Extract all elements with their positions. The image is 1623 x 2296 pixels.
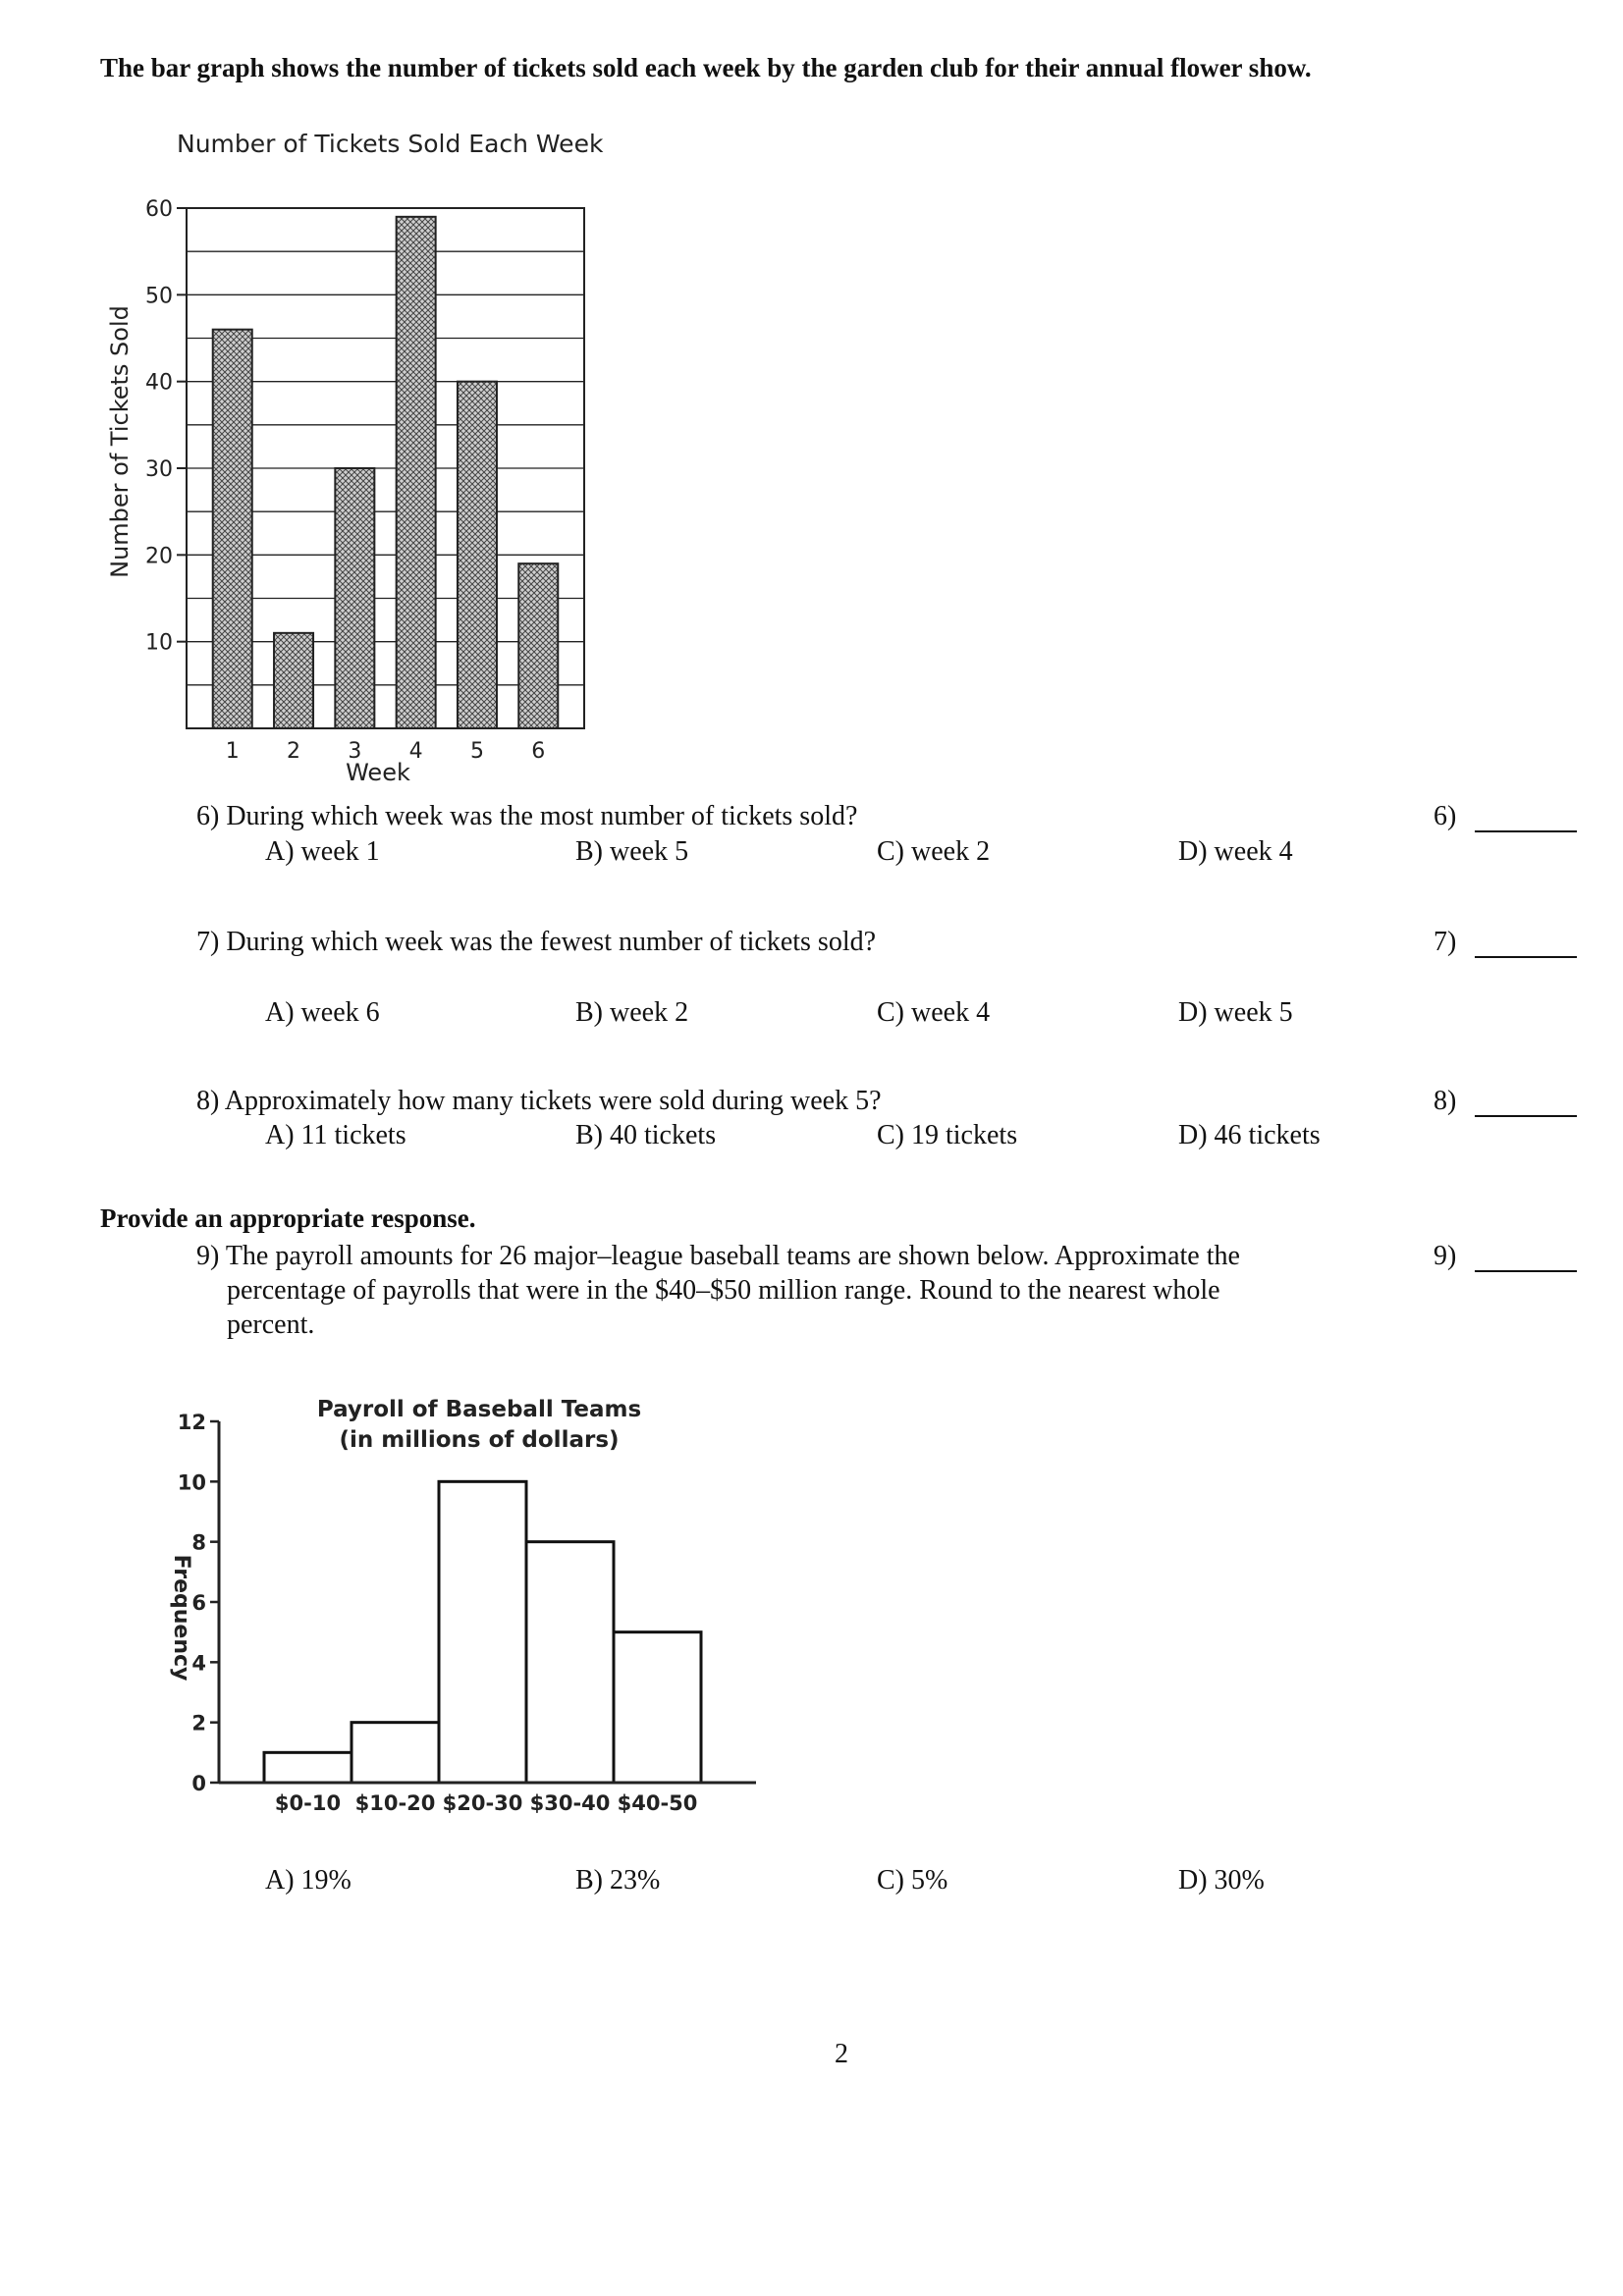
option-6d[interactable]: D) week 4 (1178, 836, 1293, 867)
y-axis-label: Number of Tickets Sold (106, 305, 134, 578)
tickets-bar-chart (98, 128, 609, 795)
x-tick-label: 2 (287, 739, 301, 764)
x-tick-label: 3 (348, 739, 362, 764)
histogram-bar-5 (614, 1632, 701, 1783)
x-tick-label: $30-40 (529, 1791, 611, 1814)
chart-title-line2: (in millions of dollars) (339, 1427, 620, 1453)
x-tick-label: $40-50 (617, 1791, 698, 1814)
payroll-histogram (155, 1372, 764, 1814)
option-6a[interactable]: A) week 1 (265, 836, 380, 867)
x-tick-label: $20-30 (442, 1791, 523, 1814)
answer-blank-7[interactable] (1475, 956, 1577, 958)
page-number: 2 (835, 2039, 848, 2069)
y-axis-label: Frequency (169, 1554, 193, 1682)
histogram-bar-2 (352, 1723, 439, 1783)
answer-blank-9[interactable] (1475, 1270, 1577, 1272)
answer-number-8: 8) (1434, 1086, 1457, 1116)
y-tick-label: 20 (145, 544, 173, 569)
y-tick-label: 50 (145, 284, 173, 309)
option-7c[interactable]: C) week 4 (877, 997, 991, 1028)
y-tick-label: 2 (191, 1711, 206, 1735)
histogram-bar-3 (439, 1481, 526, 1783)
chart-title-line1: Payroll of Baseball Teams (316, 1397, 642, 1422)
option-7b[interactable]: B) week 2 (575, 997, 689, 1028)
y-tick-label: 10 (177, 1470, 206, 1495)
option-9b[interactable]: B) 23% (575, 1865, 661, 1896)
question-9-line1: 9) The payroll amounts for 26 major–league baseball teams are shown below. Approximate the (196, 1241, 1240, 1271)
option-8b[interactable]: B) 40 tickets (575, 1120, 717, 1150)
question-9-line3: percent. (227, 1309, 315, 1340)
option-9d[interactable]: D) 30% (1178, 1865, 1265, 1896)
option-9a[interactable]: A) 19% (265, 1865, 352, 1896)
x-axis-label: Week (346, 759, 410, 786)
y-tick-label: 40 (145, 370, 173, 396)
option-7a[interactable]: A) week 6 (265, 997, 380, 1028)
answer-blank-6[interactable] (1475, 830, 1577, 832)
histogram-bar-4 (526, 1542, 614, 1783)
x-tick-label: $0-10 (274, 1791, 342, 1814)
x-tick-label: 6 (531, 739, 546, 764)
bar-week-3 (335, 468, 374, 728)
x-tick-label: 5 (469, 739, 484, 764)
option-8a[interactable]: A) 11 tickets (265, 1120, 406, 1150)
y-tick-label: 0 (191, 1772, 206, 1795)
option-9c[interactable]: C) 5% (877, 1865, 948, 1896)
question-9-line2: percentage of payrolls that were in the $40–$50 million range. Round to the nearest whole (227, 1275, 1220, 1306)
answer-number-7: 7) (1434, 927, 1457, 957)
bar-week-5 (458, 382, 497, 728)
y-tick-label: 30 (145, 457, 173, 482)
y-tick-label: 10 (145, 630, 173, 656)
y-tick-label: 6 (191, 1591, 206, 1615)
x-tick-label: 1 (225, 739, 240, 764)
section-heading: Provide an appropriate response. (100, 1203, 476, 1233)
y-tick-label: 4 (191, 1651, 206, 1676)
question-7-text: 7) During which week was the fewest number of tickets sold? (196, 927, 877, 957)
option-6b[interactable]: B) week 5 (575, 836, 689, 867)
answer-number-9: 9) (1434, 1241, 1457, 1271)
option-6c[interactable]: C) week 2 (877, 836, 991, 867)
answer-number-6: 6) (1434, 801, 1457, 831)
option-7d[interactable]: D) week 5 (1178, 997, 1293, 1028)
bar-week-6 (518, 563, 558, 728)
y-tick-label: 12 (177, 1411, 206, 1434)
problem-heading: The bar graph shows the number of tickets sold each week by the garden club for their annual flower show. (100, 53, 1312, 82)
histogram-bar-1 (264, 1752, 352, 1783)
bar-week-1 (213, 330, 252, 728)
x-tick-label: 4 (408, 739, 423, 764)
option-8c[interactable]: C) 19 tickets (877, 1120, 1018, 1150)
y-tick-label: 8 (191, 1530, 206, 1555)
y-tick-label: 60 (145, 197, 173, 222)
question-6-text: 6) During which week was the most number of tickets sold? (196, 801, 858, 831)
chart-title: Number of Tickets Sold Each Week (177, 130, 604, 158)
answer-blank-8[interactable] (1475, 1115, 1577, 1117)
question-8-text: 8) Approximately how many tickets were sold during week 5? (196, 1086, 882, 1116)
bar-week-2 (274, 633, 313, 728)
x-tick-label: $10-20 (354, 1791, 436, 1814)
option-8d[interactable]: D) 46 tickets (1178, 1120, 1321, 1150)
bar-week-4 (397, 217, 436, 728)
